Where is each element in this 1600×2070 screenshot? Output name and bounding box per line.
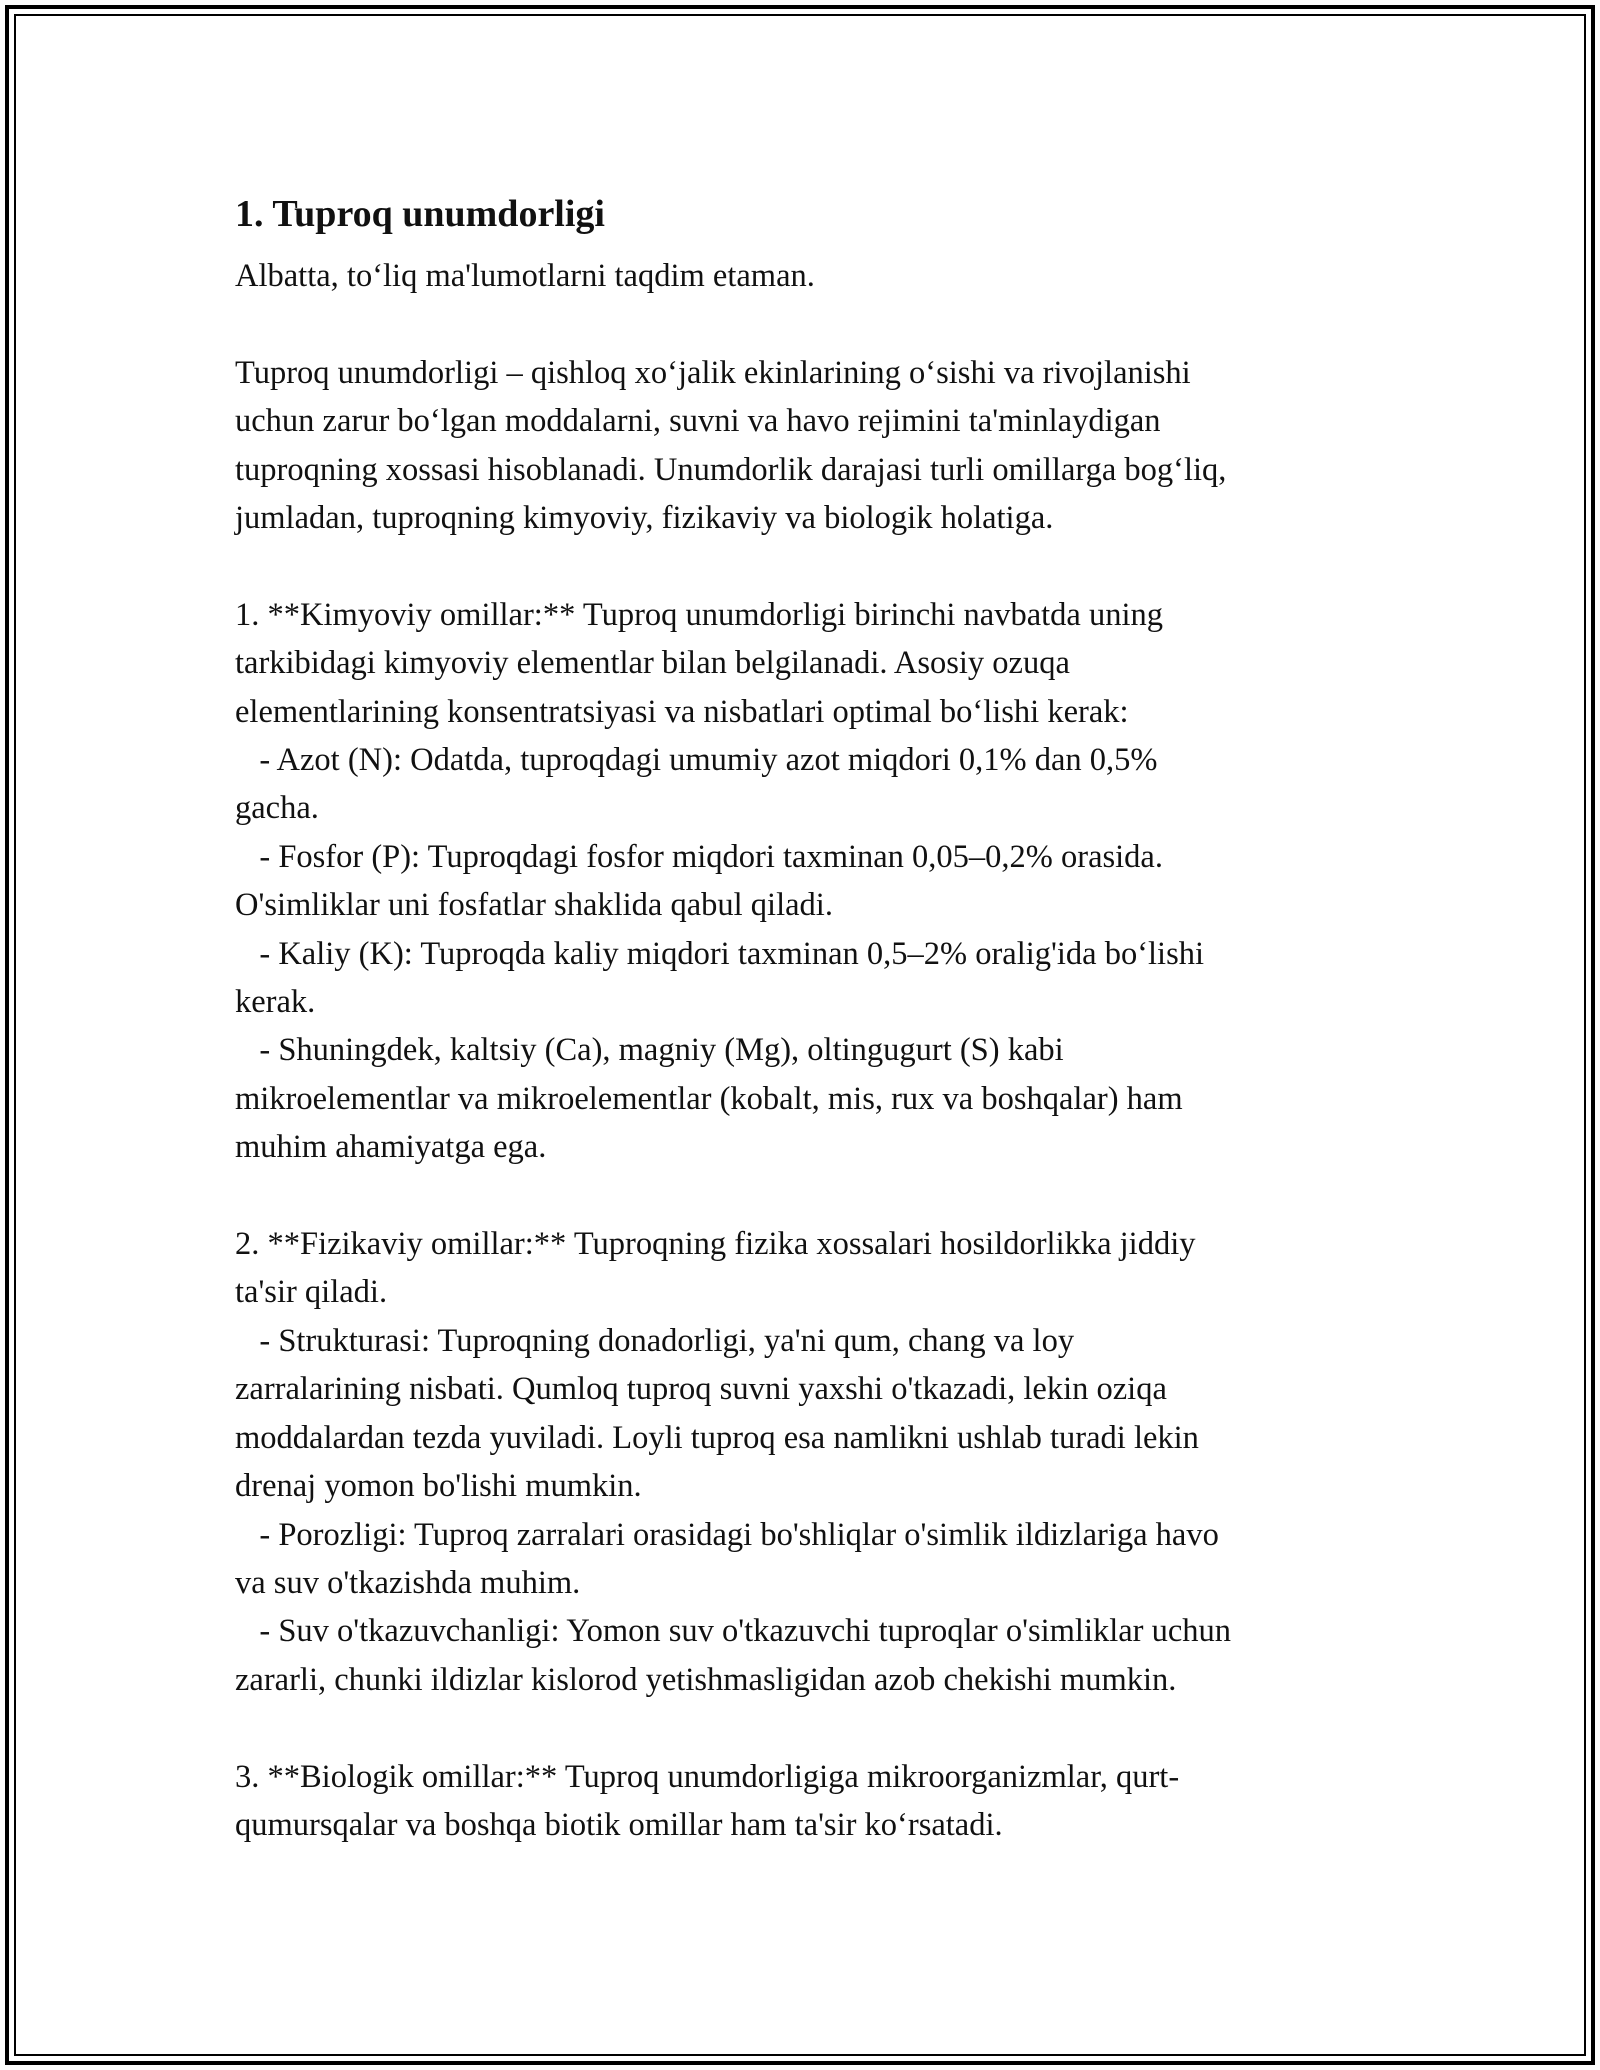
definition-paragraph: Tuproq unumdorligi – qishloq xo‘jalik ekinlarining o‘sishi va rivojlanishi uchun zarur bo‘lgan moddalarni, suvni va havo rejimini ta'minlaydigan tuproqning xossasi hisoblanadi. Unumdorlik darajasi turli omillarga bog‘liq, jumladan, tuproqning kimyoviy, fizikaviy va biologik holatiga. <box>235 354 1227 537</box>
intro-paragraph: Albatta, to‘liq ma'lumotlarni taqdim etaman. <box>235 258 815 294</box>
physical-factors-section: 2. **Fizikaviy omillar:** Tuproqning fizika xossalari hosildorlikka jiddiy ta'sir qiladi. - Strukturasi: Tuproqning donadorligi, ya'ni qum, chang va loy zarralarining nisbati. Qumloq tuproq suvni yaxshi o'tkazadi, lekin oziqa moddalardan tezda yuviladi. Loyli tuproq esa namlikni ushlab turadi lekin drenaj yomon bo'lishi mumkin. - Porozligi: Tuproq zarralari orasidagi bo'shliqlar o'simlik ildizlariga havo va suv o'tkazishda muhim. - Suv o'tkazuvchanligi: Yomon suv o'tkazuvchi tuproqlar o'simliklar uchun zararli, chunki ildizlar kislorod yetishmasligidan azob chekishi mumkin. <box>235 1226 1232 1698</box>
chemical-factors-section: 1. **Kimyoviy omillar:** Tuproq unumdorligi birinchi navbatda uning tarkibidagi kimyoviy elementlar bilan belgilanadi. Asosiy ozuqa elementlarining konsentratsiyasi va nisbatlari optimal bo‘lishi kerak: - Azot (N): Odatda, tuproqdagi umumiy azot miqdori 0,1% dan 0,5% gacha. - Fosfor (P): Tuproqdagi fosfor miqdori taxminan 0,05–0,2% orasida. O'simliklar uni fosfatlar shaklida qabul qiladi. - Kaliy (K): Tuproqda kaliy miqdori taxminan 0,5–2% oralig'ida bo‘lishi kerak. - Shuningdek, kaltsiy (Ca), magniy (Mg), oltingugurt (S) kabi mikroelementlar va mikroelementlar (kobalt, mis, rux va boshqalar) ham muhim ahamiyatga ega. <box>235 596 1205 1166</box>
paragraph-spacer <box>235 542 1365 590</box>
biological-factors-section: 3. **Biologik omillar:** Tuproq unumdorligiga mikroorganizmlar, qurt- qumursqalar va boshqa biotik omillar ham ta'sir ko‘rsatadi. <box>235 1758 1180 1843</box>
paragraph-spacer <box>235 300 1365 348</box>
document-heading: 1. Tuproq unumdorligi <box>235 193 605 235</box>
paragraph-spacer <box>235 1172 1365 1220</box>
document-body <box>235 186 1365 1849</box>
paragraph-spacer <box>235 1704 1365 1752</box>
